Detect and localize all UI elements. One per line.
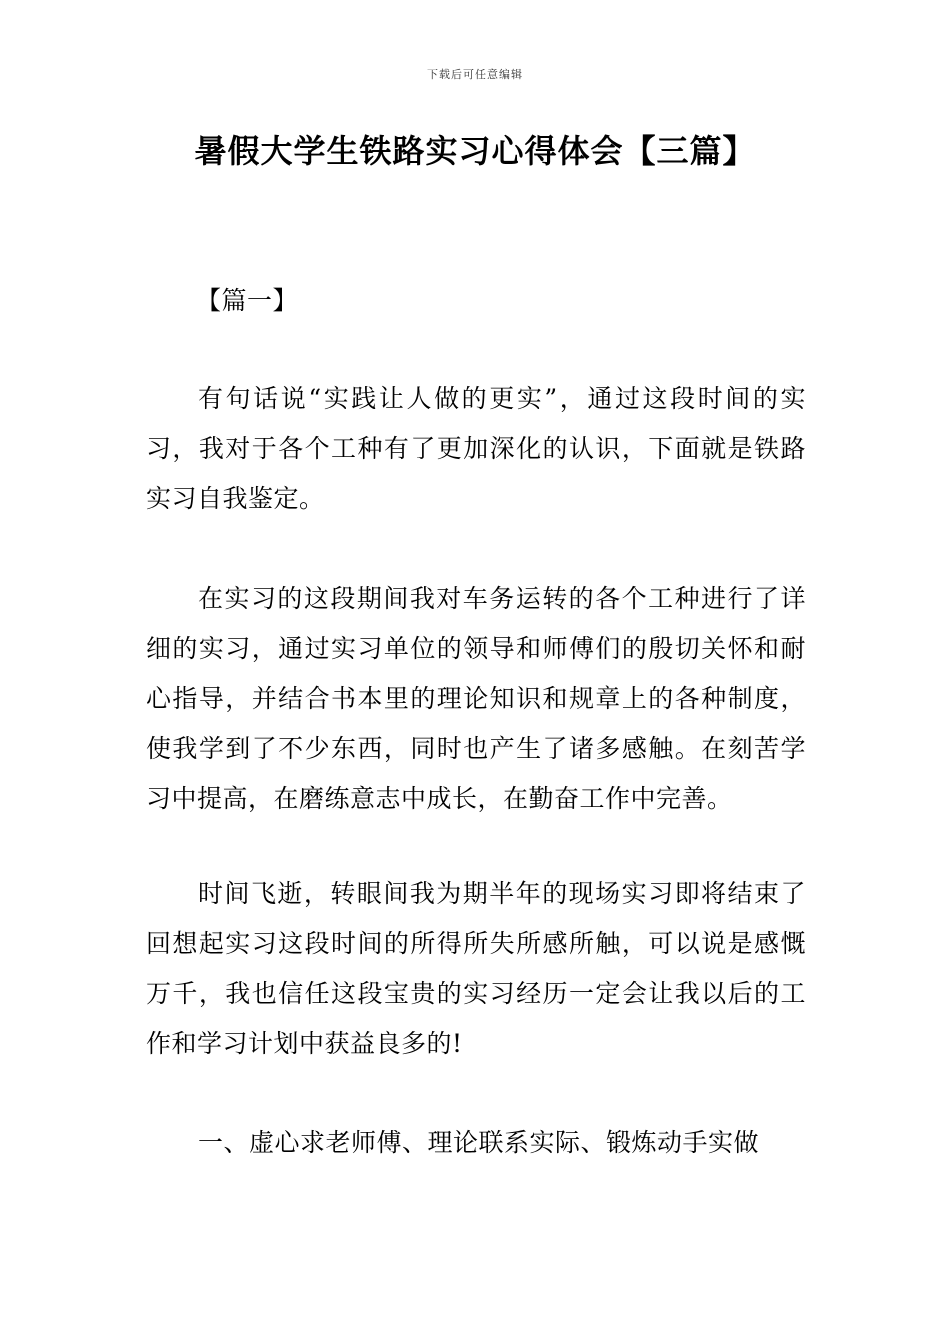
section-label: 【篇一】 — [196, 286, 299, 315]
paragraph-2: 在实习的这段期间我对车务运转的各个工种进行了详细的实习，通过实习单位的领导和师傅们的殷切关怀和耐心指导，并结合书本里的理论知识和规章上的各种制度，使我学到了不少东西，同时也产生了诸多感触。在刻苦学习中提高，在磨练意志中成长，在勤奋工作中完善。 — [146, 584, 806, 813]
paragraph-1: 有句话说“实践让人做的更实”，通过这段时间的实习，我对于各个工种有了更加深化的认识，下面就是铁路实习自我鉴定。 — [146, 384, 806, 513]
document-title: 暑假大学生铁路实习心得体会【三篇】 — [194, 132, 756, 170]
paragraph-3: 时间飞逝，转眼间我为期半年的现场实习即将结束了回想起实习这段时间的所得所失所感所触，可以说是感慨万千，我也信任这段宝贵的实习经历一定会让我以后的工作和学习计划中获益良多的! — [146, 879, 806, 1058]
subheading-1: 一、虚心求老师傅、理论联系实际、锻炼动手实做 — [198, 1128, 760, 1157]
header-note: 下载后可任意编辑 — [427, 68, 523, 81]
